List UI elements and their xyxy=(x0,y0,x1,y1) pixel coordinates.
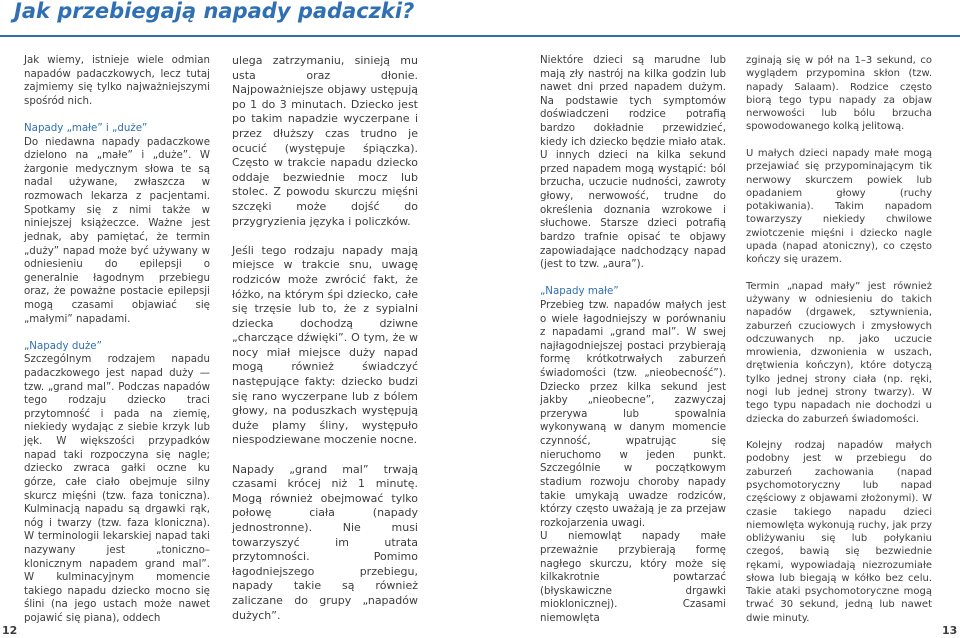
paragraph: Napady „grand mal” trwają czasami krócej niż 1 minutę. Mogą również obejmować tylko połowę ciała (napady jednostronne). Nie musi towarzyszyć im utrata przytomności. Pomimo łagodniejszego przebiegu, napady takie są również zaliczane do grupy „napadów dużych”. xyxy=(232,462,418,622)
page-number-right: 13 xyxy=(942,624,958,637)
paragraph: U małych dzieci napady małe mogą przejawiać się przypominającym tik nerwowy skurczem powiek lub opadaniem głowy (ruchy potakiwania). Takim napadom towarzyszy niekiedy chwilowe zwiotczenie mięśni i dziecko nagle upada (napad atoniczny), co często kończy się urazem. xyxy=(746,147,932,266)
paragraph: U niemowląt napady małe przeważnie przybierają formę nagłego skurczu, który może się kilkakrotnie powtarzać (błyskawiczne drgawki mioklonicznej). Czasami niemowlęta xyxy=(540,530,726,624)
text-column-1 xyxy=(24,54,210,626)
paragraph: Przebieg tzw. napadów małych jest o wiele łagodniejszy w porównaniu z napadami „grand mal”. W swej najłagodniejszej postaci przybierają formę krótkotrwałych zaburzeń świadomości (tzw. „nieobecność”). Dziecko przez kilka sekund jest jakby „nieobecne”, zazwyczaj przerywa lub spowalnia wykonywaną w danym momencie czynność, wpatrując się nieruchomo w jeden punkt. Szczególnie w początkowym stadium rozwoju choroby napady takie umykają uwadze rodziców, którzy często uważają je za przejaw rozkojarzenia uwagi. xyxy=(540,298,726,529)
paragraph: Niektóre dzieci są marudne lub mają zły nastrój na kilka godzin lub nawet dni przed napadem dużym. Na podstawie tych symptomów doświadczeni rodzice potrafią bardzo dokładnie przewidzieć, kiedy ich dziecko będzie miało atak. U innych dzieci na kilka sekund przed napadem mogą wystąpić: ból brzucha, uczucie nudności, zawroty głowy, nerwowość, trudne do określenia doznania wzrokowe i słuchowe. Starsze dzieci potrafią bardzo trafnie opisać te objawy zapowiadające nadchodzący napad (jest to tzw. „aura”). xyxy=(540,54,726,271)
text-column-4 xyxy=(746,54,932,625)
section-heading: „Napady małe” xyxy=(540,285,619,298)
paragraph: Jeśli tego rodzaju napady mają miejsce w trakcie snu, uwagę rodziców może zwrócić fakt, że łóżko, na którym śpi dziecko, całe się trzęsie lub to, że z sypialni dziecka dochodzą dziwne „charczące dźwięki”. O tym, że w nocy miał miejsce duży napad mogą również świadczyć następujące fakty: dziecko budzi się rano wyczerpane lub z bólem głowy, na poduszkach występują duże plamy śliny, występuło niespodziewane moczenie nocne. xyxy=(232,243,418,447)
text-column-3 xyxy=(540,54,726,626)
page-title: Jak przebiegają napady padaczki? xyxy=(14,0,415,23)
paragraph: ulega zatrzymaniu, sinieją mu usta oraz dłonie. Najpoważniejsze objawy ustępują po 1 do 3 minutach. Dziecko jest po takim napadzie wyczerpane i przez dłuższy czas trudno je ocucić (występuje śpiączka). Często w trakcie napadu dziecko oddaje bezwiednie mocz lub stolec. Z powodu skurczu mięśni szczęki może dojść do przygryzienia języka i policzków. xyxy=(232,54,418,228)
paragraph: Termin „napad mały” jest również używany w odniesieniu do takich napadów (drgawek, sztywnienia, zaburzeń czuciowych i zmysłowych odczuwanych np. jako uczucie mrowienia, dzwonienia w uszach, drętwienia kończyn), które dotyczą tylko jednej strony ciała (np. ręki, nogi lub jednej strony twarzy). W tego typu napadach nie dochodzi u dziecka do zaburzeń świadomości. xyxy=(746,280,932,425)
section-heading: „Napady duże” xyxy=(24,339,102,352)
paragraph: Do niedawna napady padaczkowe dzielono na „małe” i „duże”. W żargonie medycznym słowa te są nadal używane, zwłaszcza w rozmowach lekarza z pacjentami. Spotkamy się z nimi także w niniejszej książeczce. Ważne jest jednak, aby pamiętać, że termin „duży” napad może być używany w odniesieniu do epilepsji o generalnie łagodnym przebiegu oraz, że poważne postacie epilepsji mogą czasami objawiać się „małymi” napadami. xyxy=(24,135,210,325)
paragraph: Szczególnym rodzajem napadu padaczkowego jest napad duży — tzw. „grand mal”. Podczas napadów tego rodzaju dziecko traci przytomność i pada na ziemię, niekiedy wydając z siebie krzyk lub jęk. W większości przypadków napad taki rozpoczyna się nagle; dziecko zwraca gałki oczne ku górze, całe ciało obejmuje silny skurcz mięśni (tzw. faza toniczna). Kulminacją napadu są drgawki rąk, nóg i twarzy (tzw. faza kloniczna). W terminologii lekarskiej napad taki nazywany jest „toniczno–klonicznym napadem grand mal”. W kulminacyjnym momencie takiego napadu dziecko mocno się ślini (na jego ustach może nawet pojawić się piana), oddech xyxy=(24,353,210,624)
paragraph: Jak wiemy, istnieje wiele odmian napadów padaczkowych, lecz tutaj zajmiemy się tylko najważniejszymi spośród nich. xyxy=(24,54,210,107)
paragraph: zginają się w pół na 1–3 sekund, co wyglądem przypomina skłon (tzw. napady Salaam). Rodzice często biorą tego typu napady za objaw nerwowości lub bólu brzucha spowodowanego kolką jelitową. xyxy=(746,55,932,133)
text-column-2 xyxy=(232,54,418,623)
paragraph: Kolejny rodzaj napadów małych podobny jest w przebiegu do zaburzeń zachowania (napad psychomotoryczny lub napad częściowy z objawami złożonymi). W czasie takiego napadu dzieci niemowlęta wykonują ruchy, jak przy obliżywaniu się lub połykaniu czegoś, bawią się bezwiednie rękami, wypowiadają niezrozumiałe słowa lub biegają w kółko bez celu. Takie ataki psychomotoryczne mogą trwać 30 sekund, jedną lub nawet dwie minuty. xyxy=(746,440,932,624)
section-heading: Napady „małe” i „duże” xyxy=(24,122,148,135)
page-number-left: 12 xyxy=(2,624,18,637)
title-underline xyxy=(0,35,960,37)
